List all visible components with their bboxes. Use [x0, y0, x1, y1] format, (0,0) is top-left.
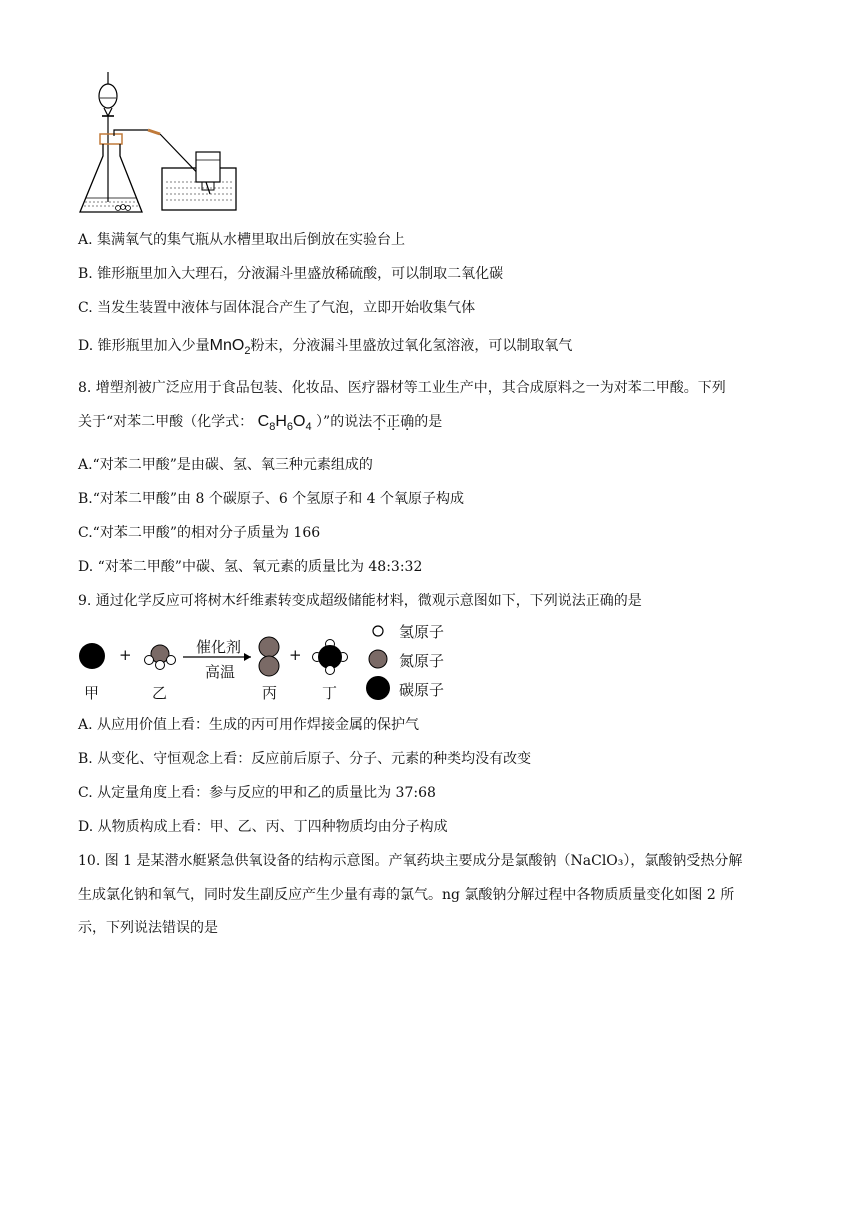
- catalyst-label: 催化剂: [196, 638, 242, 656]
- label-yi: 乙: [152, 684, 168, 702]
- emphasis-char: 不: [372, 414, 387, 430]
- plus-sign: +: [119, 646, 132, 664]
- q10-stem-line1: 10. 图 1 是某潜水艇紧急供氧设备的结构示意图。产氧药块主要成分是氯酸钠（NaClO₃），氯酸钠受热分解: [78, 853, 743, 869]
- legend-carbon-icon: [366, 676, 390, 700]
- q7-option-c: C. 当发生装置中液体与固体混合产生了气泡，立即开始收集气体: [78, 300, 476, 316]
- condition-label: 高温: [205, 663, 236, 681]
- formula-o-sub: 4: [305, 421, 312, 434]
- label-ding: 丁: [322, 684, 338, 702]
- bing-nitrogen-atom: [259, 656, 279, 676]
- terephthalic-formula: [257, 413, 316, 434]
- q8-option-c: C.“对苯二甲酸”的相对分子质量为 166: [78, 525, 321, 541]
- q7-option-d: [78, 336, 572, 361]
- emphasis-char: 确: [400, 414, 415, 430]
- legend-hydrogen-label: 氢原子: [399, 623, 445, 641]
- mno2-subscript: 2: [244, 344, 251, 357]
- legend-hydrogen-icon: [373, 626, 383, 636]
- legend-carbon-label: 碳原子: [399, 681, 445, 699]
- label-jia: 甲: [84, 684, 100, 702]
- q8-stem-after: 的是: [414, 414, 443, 430]
- yi-hydrogen-atom: [156, 661, 165, 670]
- emphasis-char: 正: [386, 414, 401, 430]
- formula-c-sub: 8: [269, 421, 276, 434]
- q8-stem-before: 关于“对苯二甲酸（化学式：: [78, 414, 254, 430]
- q7-option-d-after: 粉末，分液漏斗里盛放过氧化氢溶液，可以制取氧气: [250, 338, 573, 354]
- formula-h-sub: 6: [286, 421, 293, 434]
- q8-option-b: B.“对苯二甲酸”由 8 个碳原子、6 个氢原子和 4 个氧原子构成: [78, 491, 465, 507]
- mno2-formula: MnO: [209, 337, 245, 354]
- formula-h: H: [275, 413, 287, 430]
- yi-hydrogen-atom: [167, 656, 176, 665]
- q9-option-b: B. 从变化、守恒观念上看：反应前后原子、分子、元素的种类均没有改变: [78, 751, 532, 767]
- jia-carbon-atom: [79, 643, 105, 669]
- gas-apparatus-diagram: [76, 70, 246, 220]
- q8-stem-line1: 8. 增塑剂被广泛应用于食品包装、化妆品、医疗器材等工业生产中，其合成原料之一为对苯二甲酸。下列: [78, 380, 726, 396]
- plus-sign: +: [289, 646, 302, 664]
- q9-option-d: D. 从物质构成上看：甲、乙、丙、丁四种物质均由分子构成: [78, 819, 448, 835]
- formula-c: C: [257, 413, 270, 430]
- q8-stem-line2: [78, 412, 442, 437]
- q7-option-d-before: D. 锥形瓶里加入少量: [78, 338, 210, 354]
- q9-option-c: C. 从定量角度上看：参与反应的甲和乙的质量比为 37:68: [78, 785, 436, 801]
- q7-option-b: B. 锥形瓶里加入大理石，分液漏斗里盛放稀硫酸，可以制取二氧化碳: [78, 266, 504, 282]
- q7-option-a: A. 集满氧气的集气瓶从水槽里取出后倒放在实验台上: [78, 232, 406, 248]
- q8-option-a: A.“对苯二甲酸”是由碳、氢、氧三种元素组成的: [78, 457, 373, 473]
- legend-nitrogen-label: 氮原子: [399, 652, 445, 670]
- q9-stem: 9. 通过化学反应可将树木纤维素转变成超级储能材料，微观示意图如下，下列说法正确的是: [78, 593, 642, 609]
- bing-nitrogen-atom: [259, 637, 279, 657]
- legend-nitrogen-icon: [369, 650, 387, 668]
- label-bing: 丙: [262, 684, 278, 702]
- q10-stem-line3: 示，下列说法错误的是: [78, 920, 218, 936]
- yi-hydrogen-atom: [145, 656, 154, 665]
- q8-option-d: D. “对苯二甲酸”中碳、氢、氧元素的质量比为 48:3:32: [78, 559, 423, 575]
- q10-stem-line2: 生成氯化钠和氧气，同时发生副反应产生少量有毒的氯气。ng 氯酸钠分解过程中各物质质量变化如图 2 所: [78, 887, 735, 903]
- formula-o: O: [293, 413, 306, 430]
- q9-option-a: A. 从应用价值上看：生成的丙可用作焊接金属的保护气: [78, 717, 420, 733]
- ding-hydrogen-atom: [326, 666, 335, 675]
- q8-stem-mid: ）”的说法: [316, 414, 373, 430]
